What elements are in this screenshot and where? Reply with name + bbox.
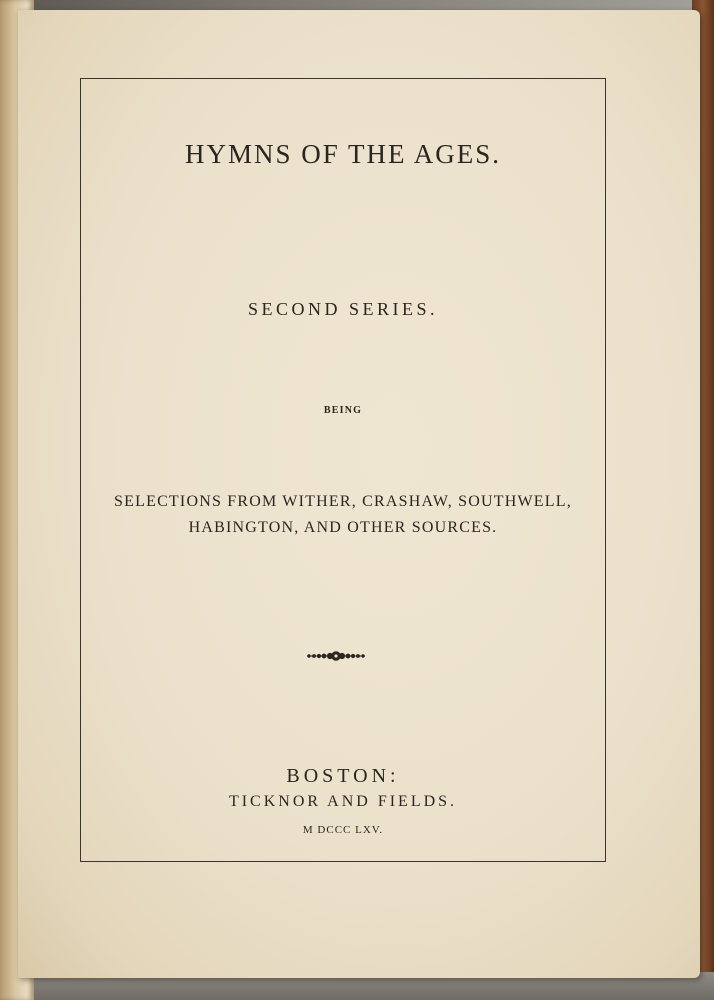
page-border-frame [80, 78, 606, 862]
description-line-2: HABINGTON, AND OTHER SOURCES. [188, 519, 498, 536]
title-page [18, 10, 700, 978]
connector-text: BEING [323, 405, 363, 416]
imprint-city: BOSTON: [286, 765, 400, 787]
description-line-1: SELECTIONS FROM WITHER, CRASHAW, SOUTHWELL, [114, 493, 572, 510]
imprint-publisher: TICKNOR AND FIELDS. [228, 793, 458, 810]
imprint-year: M DCCC LXV. [302, 824, 384, 836]
ornament-icon [305, 649, 367, 663]
book-title: HYMNS OF THE AGES. [184, 139, 502, 169]
series-subtitle: SECOND SERIES. [247, 299, 439, 319]
